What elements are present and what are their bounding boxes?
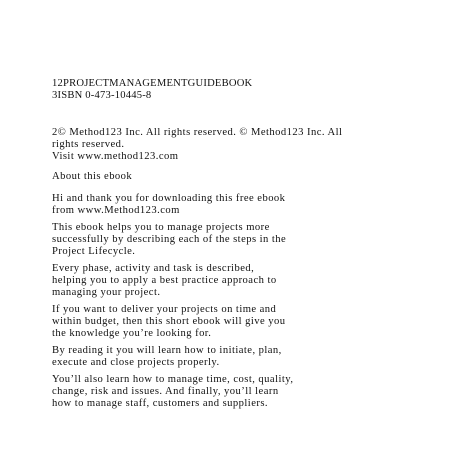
paragraph-line: If you want to deliver your projects on time and	[52, 304, 277, 315]
paragraph-delivery	[52, 304, 392, 339]
isbn-line: 3ISBN 0-473-10445-8	[52, 89, 152, 101]
paragraph-line: You’ll also learn how to manage time, cost, quality,	[52, 374, 294, 385]
about-heading	[52, 171, 392, 183]
paragraph-line: change, risk and issues. And finally, you’ll learn	[52, 385, 279, 397]
paragraph-phases	[52, 263, 392, 298]
paragraph-line: from www.Method123.com	[52, 204, 180, 216]
paragraph-line: Hi and thank you for downloading this free ebook	[52, 193, 286, 204]
paragraph-line: This ebook helps you to manage projects more	[52, 222, 270, 233]
paragraph-learning	[52, 345, 392, 369]
paragraph-line: helping you to apply a best practice approach to	[52, 274, 277, 286]
about-heading-text: About this ebook	[52, 171, 133, 182]
paragraph-purpose	[52, 222, 392, 257]
paragraph-line: successfully by describing each of the steps in the	[52, 233, 287, 245]
paragraph-line: the knowledge you’re looking for.	[52, 327, 212, 339]
copyright-line: 2© Method123 Inc. All rights reserved. © Method123 Inc. All	[52, 127, 343, 138]
paragraph-line: By reading it you will learn how to initiate, plan,	[52, 345, 282, 356]
paragraph-line: Every phase, activity and task is described,	[52, 263, 255, 274]
book-title-line: 12PROJECTMANAGEMENTGUIDEBOOK	[52, 78, 253, 89]
paragraph-line: within budget, then this short ebook will give you	[52, 315, 286, 327]
copyright-notice	[52, 127, 392, 162]
paragraph-greeting	[52, 193, 392, 217]
paragraph-line: managing your project.	[52, 286, 161, 298]
website-line: Visit www.method123.com	[52, 150, 179, 162]
book-header	[52, 78, 392, 102]
paragraph-line: execute and close projects properly.	[52, 356, 220, 368]
copyright-line: rights reserved.	[52, 138, 125, 150]
paragraph-line: how to manage staff, customers and suppliers.	[52, 397, 268, 409]
paragraph-line: Project Lifecycle.	[52, 245, 136, 257]
paragraph-topics	[52, 374, 392, 409]
